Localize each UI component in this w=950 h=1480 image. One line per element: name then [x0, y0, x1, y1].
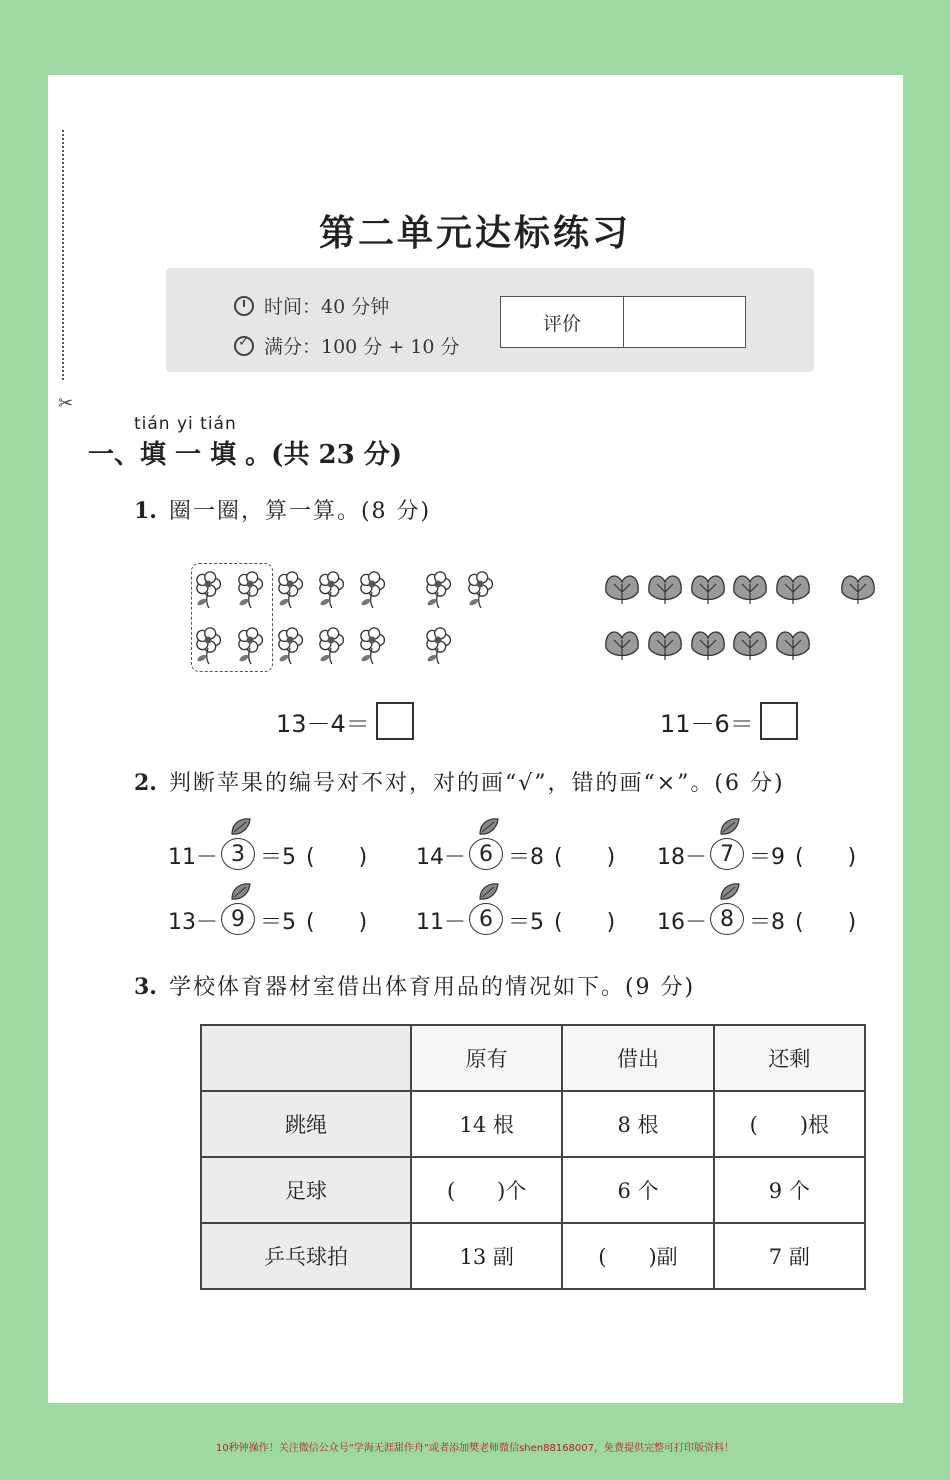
question-2 [134, 766, 785, 797]
minuend: 14－ [416, 844, 466, 870]
score-text: 满分：100 分 + 10 分 [264, 336, 460, 358]
question-text: 学校体育器材室借出体育用品的情况如下。(9 分) [168, 975, 696, 1000]
apple-equation [168, 903, 367, 937]
result: ＝5 [260, 844, 296, 870]
apple-equation [657, 903, 856, 937]
section-heading: 一、填 一 填 。(共 23 分) [88, 440, 403, 470]
equation-text: 11－6＝ [660, 709, 754, 738]
apple [469, 903, 505, 937]
minuend: 11－ [168, 844, 218, 870]
flower-icon [196, 628, 220, 664]
result: ＝5 [508, 909, 544, 935]
leaf-icon [692, 576, 724, 604]
table-row [201, 1157, 865, 1223]
question-text: 圈一圈，算一算。(8 分) [168, 499, 432, 524]
flower-group [188, 562, 528, 674]
leaf-icon [734, 576, 766, 604]
apple-number: 3 [221, 838, 255, 870]
table-header-row [201, 1025, 865, 1091]
table-header-cell: 借出 [562, 1025, 713, 1091]
row-label: 跳绳 [201, 1091, 411, 1157]
table-header-cell [201, 1025, 411, 1091]
leaf-icon [649, 576, 681, 604]
time-line [234, 292, 389, 319]
leaf-group [600, 568, 900, 668]
time-text: 时间：40 分钟 [264, 296, 390, 318]
answer-box[interactable] [760, 702, 798, 740]
flower-icon [278, 572, 302, 608]
flower-icon [238, 572, 262, 608]
eval-field[interactable] [624, 297, 745, 347]
equation-flowers [276, 702, 414, 740]
equipment-table [200, 1024, 866, 1290]
apple [221, 838, 257, 872]
table-cell-blank[interactable]: ( )副 [562, 1223, 713, 1289]
table-cell: 13 副 [411, 1223, 562, 1289]
minuend: 16－ [657, 909, 707, 935]
question-number: 2. [134, 770, 157, 796]
flower-icon [360, 628, 384, 664]
judgement-blank[interactable]: ( ) [795, 909, 857, 935]
leaf-icon [734, 632, 766, 660]
apple-number: 6 [469, 903, 503, 935]
result: ＝8 [508, 844, 544, 870]
flower-icon [238, 628, 262, 664]
leaf-icon [777, 576, 809, 604]
table-row [201, 1091, 865, 1157]
leaf-icon [606, 632, 638, 660]
section-pinyin: tián yi tián [134, 414, 237, 434]
table-cell: 8 根 [562, 1091, 713, 1157]
apple-equation [168, 838, 367, 872]
page-title: 第二单元达标练习 [318, 212, 631, 254]
leaf-icon [649, 632, 681, 660]
score-line [234, 332, 460, 359]
question-text: 判断苹果的编号对不对，对的画“√”，错的画“×”。(6 分) [168, 771, 785, 796]
footer-note: 10秒钟操作！关注微信公众号“学海无涯甜作舟”或者添加樊老师微信shen88168007，免费提供完整可打印版资料！ [215, 1443, 735, 1454]
flower-icon [319, 572, 343, 608]
result: ＝5 [260, 909, 296, 935]
apple-number: 7 [710, 838, 744, 870]
question-number: 3. [134, 974, 157, 1000]
eval-label: 评价 [501, 297, 624, 347]
flower-icon [360, 572, 384, 608]
flower-icon [426, 572, 450, 608]
row-label: 乒乓球拍 [201, 1223, 411, 1289]
table-cell-blank[interactable]: ( )个 [411, 1157, 562, 1223]
equation-text: 13－4＝ [276, 709, 370, 738]
judgement-blank[interactable]: ( ) [554, 844, 616, 870]
table-cell: 7 副 [714, 1223, 865, 1289]
answer-box[interactable] [376, 702, 414, 740]
leaf-icon [606, 576, 638, 604]
flower-icon [196, 572, 220, 608]
question-3 [134, 970, 695, 1001]
judgement-blank[interactable]: ( ) [554, 909, 616, 935]
apple-equation [657, 838, 856, 872]
evaluation-box [500, 296, 746, 348]
leaf-icon [777, 632, 809, 660]
clock-icon [234, 296, 254, 316]
equation-leaves [660, 702, 798, 740]
question-number: 1. [134, 498, 157, 524]
table-header-cell: 原有 [411, 1025, 562, 1091]
minuend: 13－ [168, 909, 218, 935]
apple-number: 9 [221, 903, 255, 935]
apple-number: 6 [469, 838, 503, 870]
table-cell: 9 个 [714, 1157, 865, 1223]
minuend: 18－ [657, 844, 707, 870]
table-cell-blank[interactable]: ( )根 [714, 1091, 865, 1157]
info-box [166, 268, 814, 372]
minuend: 11－ [416, 909, 466, 935]
table-row [201, 1223, 865, 1289]
apple-equation [416, 903, 615, 937]
scissors-icon: ✂ [58, 393, 74, 414]
leaf-icon [842, 576, 874, 604]
result: ＝9 [749, 844, 785, 870]
apple [221, 903, 257, 937]
table-cell: 14 根 [411, 1091, 562, 1157]
result: ＝8 [749, 909, 785, 935]
apple [710, 838, 746, 872]
flower-icon [319, 628, 343, 664]
flower-icon [426, 628, 450, 664]
row-label: 足球 [201, 1157, 411, 1223]
leaf-icon [692, 632, 724, 660]
judgement-blank[interactable]: ( ) [306, 844, 368, 870]
judgement-blank[interactable]: ( ) [795, 844, 857, 870]
table-header-cell: 还剩 [714, 1025, 865, 1091]
judgement-blank[interactable]: ( ) [306, 909, 368, 935]
check-icon [234, 336, 254, 356]
table-cell: 6 个 [562, 1157, 713, 1223]
question-1 [134, 494, 431, 525]
apple-number: 8 [710, 903, 744, 935]
apple-equation [416, 838, 615, 872]
flower-icon [468, 572, 492, 608]
apple [469, 838, 505, 872]
flower-icon [278, 628, 302, 664]
apple [710, 903, 746, 937]
